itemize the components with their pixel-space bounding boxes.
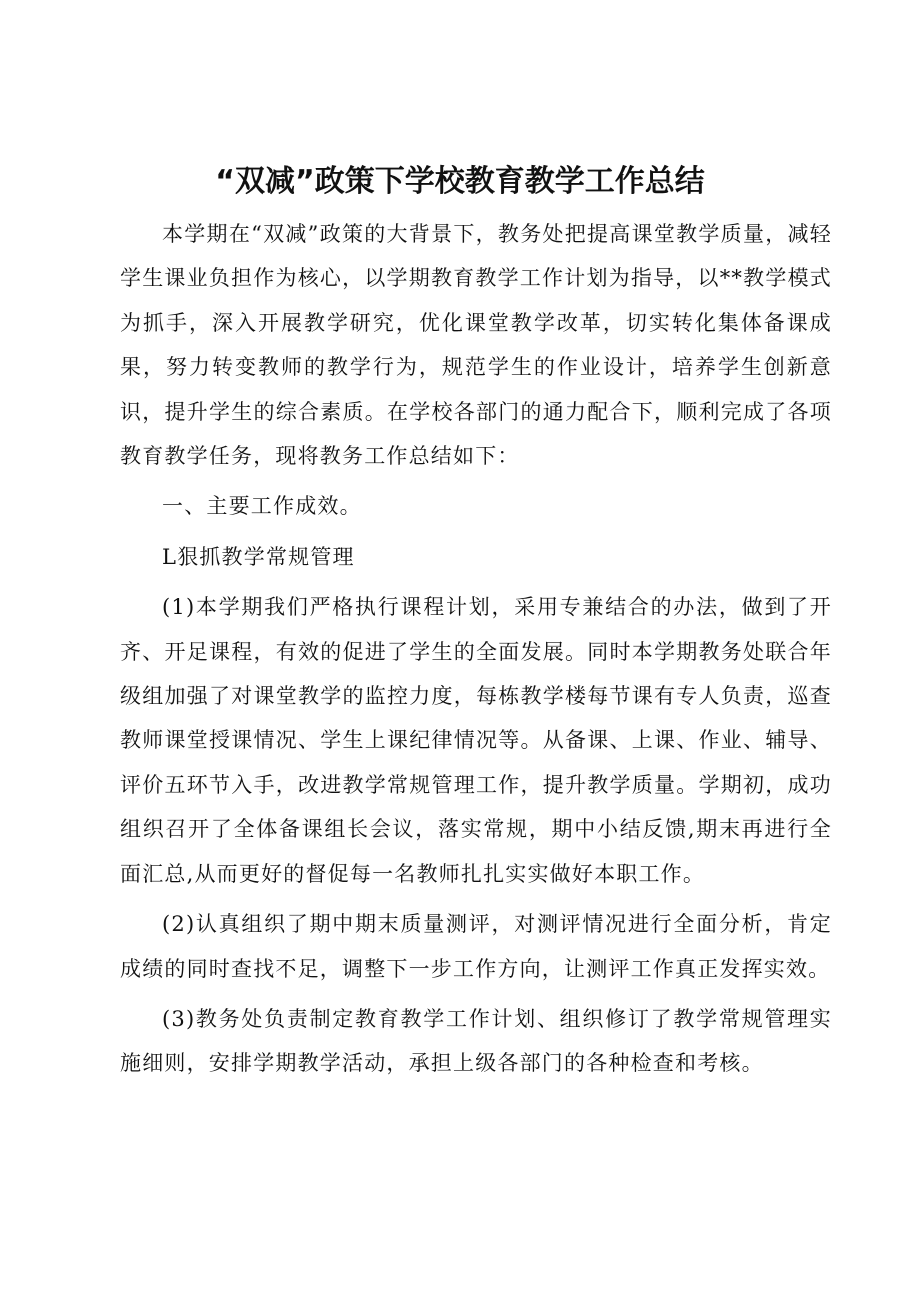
paragraph-item-2: (2)认真组织了期中期末质量测评，对测评情况进行全面分析，肯定成绩的同时查找不足，调整下一步工作方向，让测评工作真正发挥实效。	[120, 912, 832, 981]
section-heading-main-achievements: 一、主要工作成效。	[162, 494, 362, 519]
intro-paragraph: 本学期在“双减”政策的大背景下，教务处把提高课堂教学质量，减轻学生课业负担作为核心，以学期教育教学工作计划为指导，以**教学模式为抓手，深入开展教学研究，优化课堂教学改革，切实转化集体备课成果，努力转变教师的教学行为，规范学生的作业设计，培养学生创新意识，提升学生的综合素质。在学校各部门的通力配合下，顺利完成了各项教育教学任务，现将教务工作总结如下：	[120, 222, 832, 469]
paragraph-item-1: (1)本学期我们严格执行课程计划，采用专兼结合的办法，做到了开齐、开足课程，有效的促进了学生的全面发展。同时本学期教务处联合年级组加强了对课堂教学的监控力度，每栋教学楼每节课有专人负责，巡查教师课堂授课情况、学生上课纪律情况等。从备课、上课、作业、辅导、评价五环节入手，改进教学常规管理工作，提升教学质量。学期初，成功组织召开了全体备课组长会议，落实常规，期中小结反馈,期末再进行全面汇总,从而更好的督促每一名教师扎扎实实做好本职工作。	[120, 595, 832, 886]
subsection-heading-routine-management: L狠抓教学常规管理	[162, 544, 355, 569]
paragraph-item-3: (3)教务处负责制定教育教学工作计划、组织修订了教学常规管理实施细则，安排学期教学活动，承担上级各部门的各种检查和考核。	[120, 1006, 832, 1076]
document-title: “双减”政策下学校教育教学工作总结	[215, 164, 705, 199]
document-body	[120, 212, 832, 1086]
